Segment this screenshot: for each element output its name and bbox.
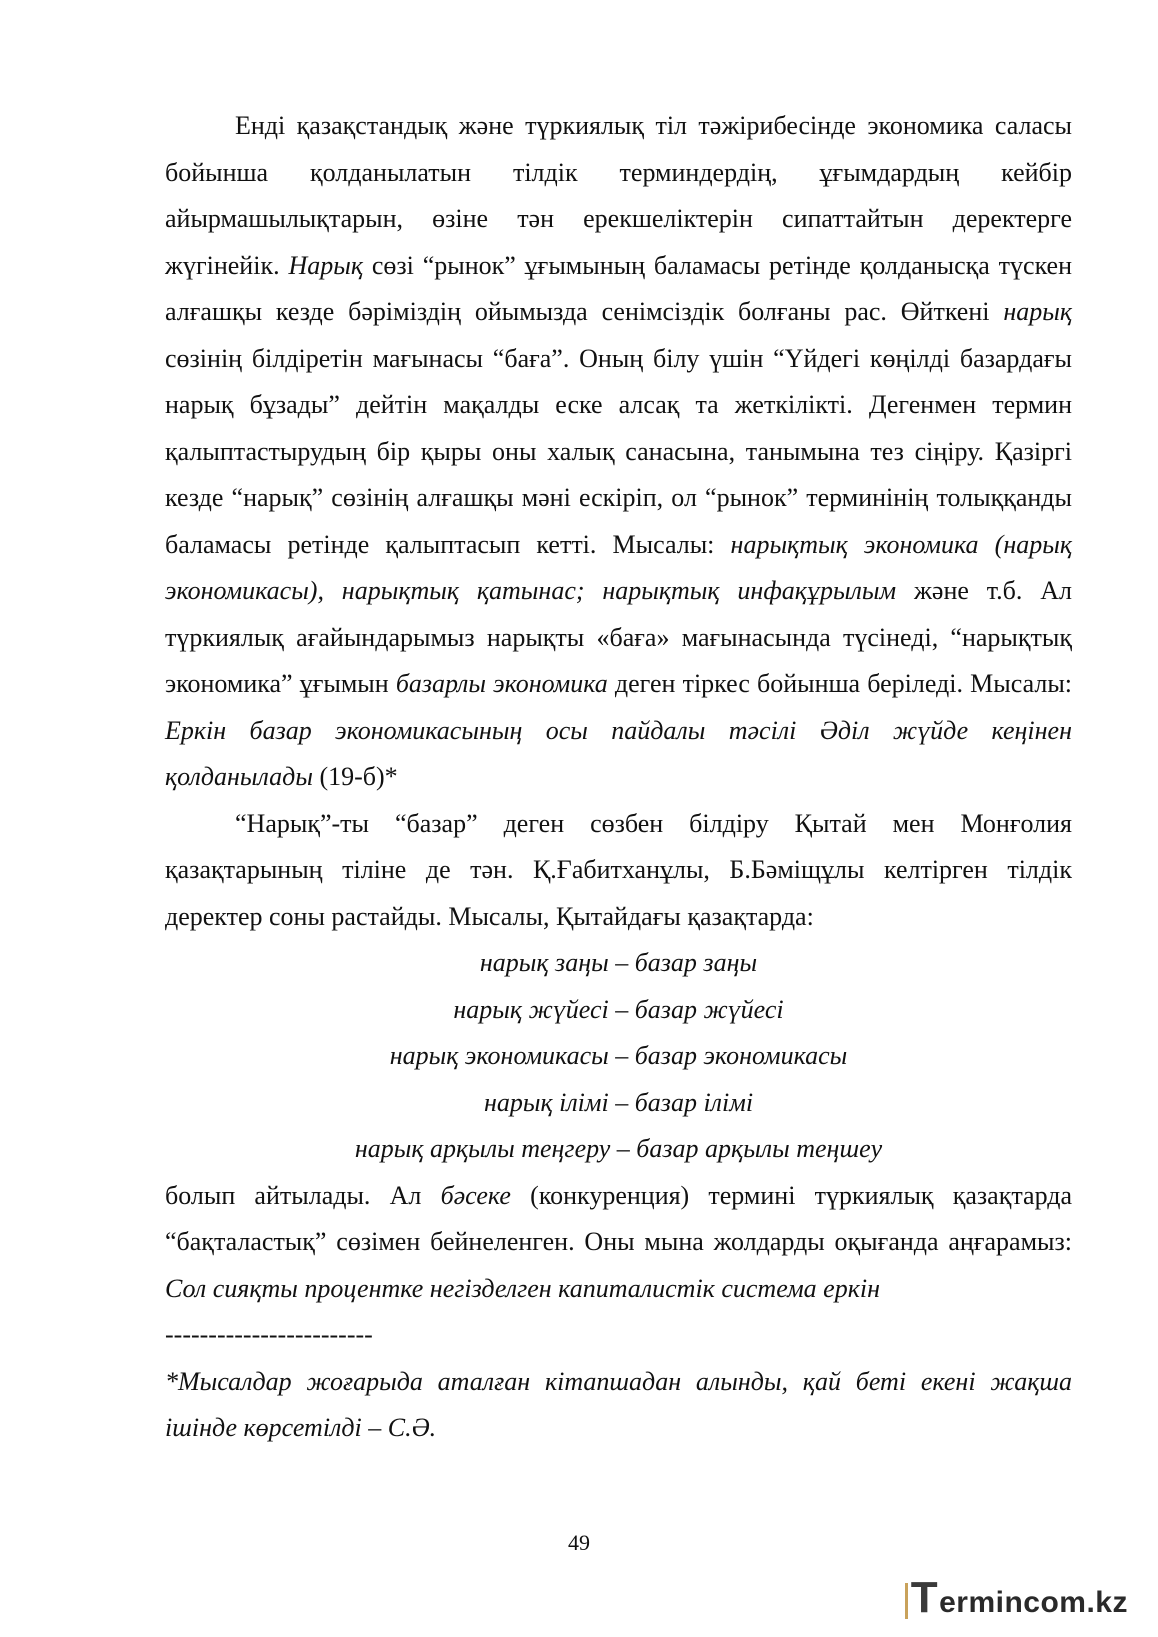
text-run: сөзі “рынок” ұғымының баламасы ретінде қолданысқа түскен алғашқы кезде бәріміздің ойымызда сенімсіздік болғаны рас. Өйткені xyxy=(165,250,1073,326)
example-line-2: нарық жүйесі – базар жүйесі xyxy=(453,994,784,1024)
paragraph-1 xyxy=(165,103,1072,801)
footnote: *Мысалдар жоғарыда аталған кітапшадан алынды, қай беті екені жақша ішінде көрсетілді – С.Ә. xyxy=(165,1366,1072,1442)
text-run: сөзінің білдіретін мағынасы “баға”. Оның білу үшін “Үйдегі көңілді базардағы нарық бұзады” дейтін мақалды еске алсақ та жеткілікті. Дегенмен термин қалыптастырудың бір қыры оны халық санасына, танымына тез сіңіру. Қазіргі кезде “нарық” сөзінің алғашқы мәні ескіріп, ол “рынок” терминінің толыққанды баламасы ретінде қалыптасып кетті. Мысалы: xyxy=(165,343,1072,559)
text-run: деген тіркес бойынша беріледі. Мысалы: xyxy=(607,669,1073,698)
example-line-3: нарық экономикасы – базар экономикасы xyxy=(389,1041,848,1070)
examples-list xyxy=(165,940,1072,1173)
text-run: (19-б)* xyxy=(312,762,398,791)
italic-run: нарық xyxy=(1003,297,1072,326)
paragraph-3 xyxy=(165,1173,1072,1313)
example-line-1: нарық заңы – базар заңы xyxy=(479,948,758,977)
text-run: (конкуренция) термині түркиялық қазақтарда “бақталастық” сөзімен бейнеленген. Оны мына жолдарды оқығанда аңғарамыз: xyxy=(165,1180,1072,1256)
italic-run: Нарық xyxy=(288,250,363,280)
logo-letter: T xyxy=(910,1573,939,1622)
italic-run: Сол сияқты процентке негізделген капиталистік система еркін xyxy=(165,1273,880,1303)
italic-run: Еркін базар экономикасының осы пайдалы тәсілі Әділ жүйде кеңінен қолданылады xyxy=(165,715,1072,791)
text-run: және т.б. Ал түркиялық ағайындарымыз нарықты «баға» мағынасында түсінеді, “нарықтық экономика” ұғымын xyxy=(165,576,1072,698)
logo-cursor-icon xyxy=(897,1583,908,1619)
watermark-logo xyxy=(911,1573,1128,1623)
page-body xyxy=(165,103,1072,1452)
italic-run: нарықтық экономика (нарық экономикасы), нарықтық қатынас; нарықтық инфақұрылым xyxy=(165,529,1072,605)
italic-run: бәсеке xyxy=(440,1180,511,1210)
page-number: 49 xyxy=(568,1530,590,1555)
logo-o: o xyxy=(1040,1586,1060,1619)
italic-run: базарлы экономика xyxy=(395,669,608,698)
footnote-separator: ------------------------ xyxy=(165,1320,373,1349)
example-line-5: нарық арқылы теңгеру – базар арқылы теңшеу xyxy=(354,1134,883,1163)
paragraph-2: “Нарық”-ты “базар” деген сөзбен білдіру Қытай мен Монғолия қазақтарының тіліне де тән. Қ.Ғабитханұлы, Б.Бәміщұлы келтірген тілдік деректер соны растайды. Мысалы, Қытайдағы қазақтарда: xyxy=(165,808,1072,931)
logo-text: erminc xyxy=(939,1586,1041,1619)
text-run: Енді қазақстандық және түркиялық тіл тәжірибесінде экономика саласы бойынша қолданылатын тілдік терминдердің, ұғымдардың кейбір айырмашылықтарын, өзіне тән ерекшеліктерін сипаттайтын деректерге жүгінейік. xyxy=(165,111,1072,280)
example-line-4: нарық ілімі – базар ілімі xyxy=(483,1087,754,1117)
text-run: болып айтылады. Ал xyxy=(165,1180,441,1210)
logo-tail: m.kz xyxy=(1059,1586,1128,1619)
